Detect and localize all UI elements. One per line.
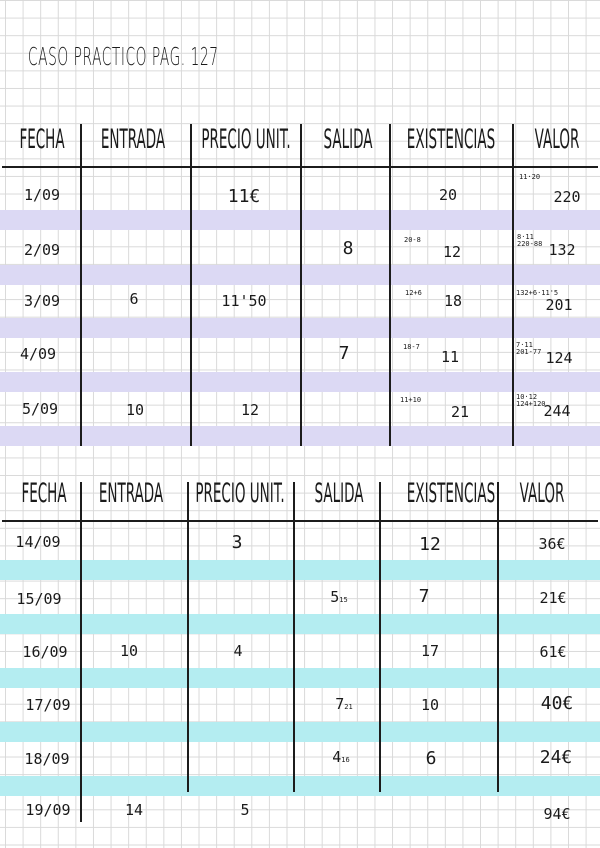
cell-valor: 21€ [539, 589, 567, 607]
calc-valor: 132+6·11'5 [516, 289, 559, 297]
cell-fecha: 17/09 [25, 696, 71, 714]
calc-valor: 7·11 [516, 341, 533, 349]
header-precio-unit: PRECIO UNIT. [201, 124, 291, 155]
salida-value: 5 [330, 588, 340, 606]
cell-valor: 132 [548, 241, 576, 259]
cell-entrada: 6 [129, 290, 139, 308]
cell-existencias: 18 [443, 292, 463, 310]
row-band [0, 560, 600, 580]
cell-fecha: 5/09 [21, 400, 59, 418]
column-divider [80, 124, 82, 446]
cell-existencias: 6 [425, 748, 437, 769]
cell-precio: 11'50 [221, 292, 267, 310]
cell-fecha: 19/09 [25, 801, 71, 819]
header-entrada: ENTRADA [98, 478, 164, 509]
calc-existencias: 18-7 [403, 343, 420, 351]
cell-existencias: 10 [420, 696, 440, 714]
column-divider [190, 124, 192, 446]
header-salida: SALIDA [314, 478, 364, 509]
header-precio-unit: PRECIO UNIT. [195, 478, 285, 509]
salida-value: 7 [335, 695, 345, 713]
calc-existencias: 20-8 [404, 236, 421, 244]
row-band [0, 722, 600, 742]
header-existencias: EXISTENCIAS [406, 478, 496, 509]
cell-existencias: 21 [450, 403, 470, 421]
salida-calc: 16 [341, 756, 350, 764]
page-title: CASO PRACTICO PAG. 127 [28, 42, 219, 71]
cell-fecha: 14/09 [15, 533, 61, 551]
cell-valor: 124 [545, 349, 573, 367]
cell-existencias: 7 [418, 586, 430, 607]
calc-existencias: 11+10 [400, 396, 422, 404]
cell-fecha: 3/09 [23, 292, 61, 310]
calc-valor: 124+120 [516, 400, 546, 408]
cell-existencias: 17 [420, 642, 440, 660]
column-divider [300, 124, 302, 446]
row-band [0, 668, 600, 688]
calc-valor: 220-88 [517, 240, 543, 248]
header-entrada: ENTRADA [100, 124, 166, 155]
column-divider [497, 482, 499, 792]
cell-entrada: 10 [119, 642, 139, 660]
header-salida: SALIDA [323, 124, 373, 155]
cell-fecha: 1/09 [23, 186, 61, 204]
cell-entrada: 10 [125, 401, 145, 419]
header-rule [2, 520, 598, 522]
cell-precio: 12 [240, 401, 260, 419]
column-divider [293, 482, 295, 792]
cell-valor: 40€ [540, 693, 574, 714]
salida-calc: 15 [339, 596, 348, 604]
cell-valor: 220 [553, 188, 581, 206]
cell-fecha: 16/09 [22, 643, 68, 661]
cell-salida [294, 695, 394, 713]
column-divider [379, 482, 381, 792]
row-band [0, 614, 600, 634]
cell-fecha: 4/09 [19, 345, 57, 363]
cell-existencias: 20 [438, 186, 458, 204]
calc-valor: 11·20 [519, 173, 541, 181]
column-divider [512, 124, 514, 446]
cell-valor: 244 [543, 402, 571, 420]
header-valor: VALOR [534, 124, 580, 155]
cell-precio: 3 [231, 532, 243, 553]
cell-fecha: 2/09 [23, 241, 61, 259]
header-valor: VALOR [519, 478, 565, 509]
cell-salida [291, 748, 391, 766]
cell-precio: 11€ [227, 186, 261, 207]
cell-entrada: 14 [124, 801, 144, 819]
salida-calc: 21 [344, 703, 353, 711]
calc-valor: 8·11 [517, 233, 534, 241]
cell-valor: 24€ [539, 747, 573, 768]
cell-existencias: 12 [442, 243, 462, 261]
cell-valor: 201 [545, 296, 573, 314]
salida-value: 4 [332, 748, 342, 766]
cell-precio: 5 [240, 801, 250, 819]
cell-valor: 36€ [538, 535, 566, 553]
header-existencias: EXISTENCIAS [406, 124, 496, 155]
header-fecha: FECHA [19, 124, 65, 155]
calc-valor: 201-77 [516, 348, 542, 356]
cell-fecha: 18/09 [24, 750, 70, 768]
cell-existencias: 12 [419, 534, 441, 555]
row-band [0, 776, 600, 796]
cell-precio: 4 [233, 642, 243, 660]
cell-salida: 8 [342, 238, 354, 259]
column-divider [389, 124, 391, 446]
calc-valor: 10·12 [516, 393, 538, 401]
cell-existencias: 11 [440, 348, 460, 366]
column-divider [187, 482, 189, 792]
cell-salida: 7 [338, 343, 350, 364]
cell-valor: 94€ [543, 805, 571, 823]
cell-valor: 61€ [539, 643, 567, 661]
header-fecha: FECHA [21, 478, 67, 509]
calc-existencias: 12+6 [405, 289, 422, 297]
cell-fecha: 15/09 [16, 590, 62, 608]
